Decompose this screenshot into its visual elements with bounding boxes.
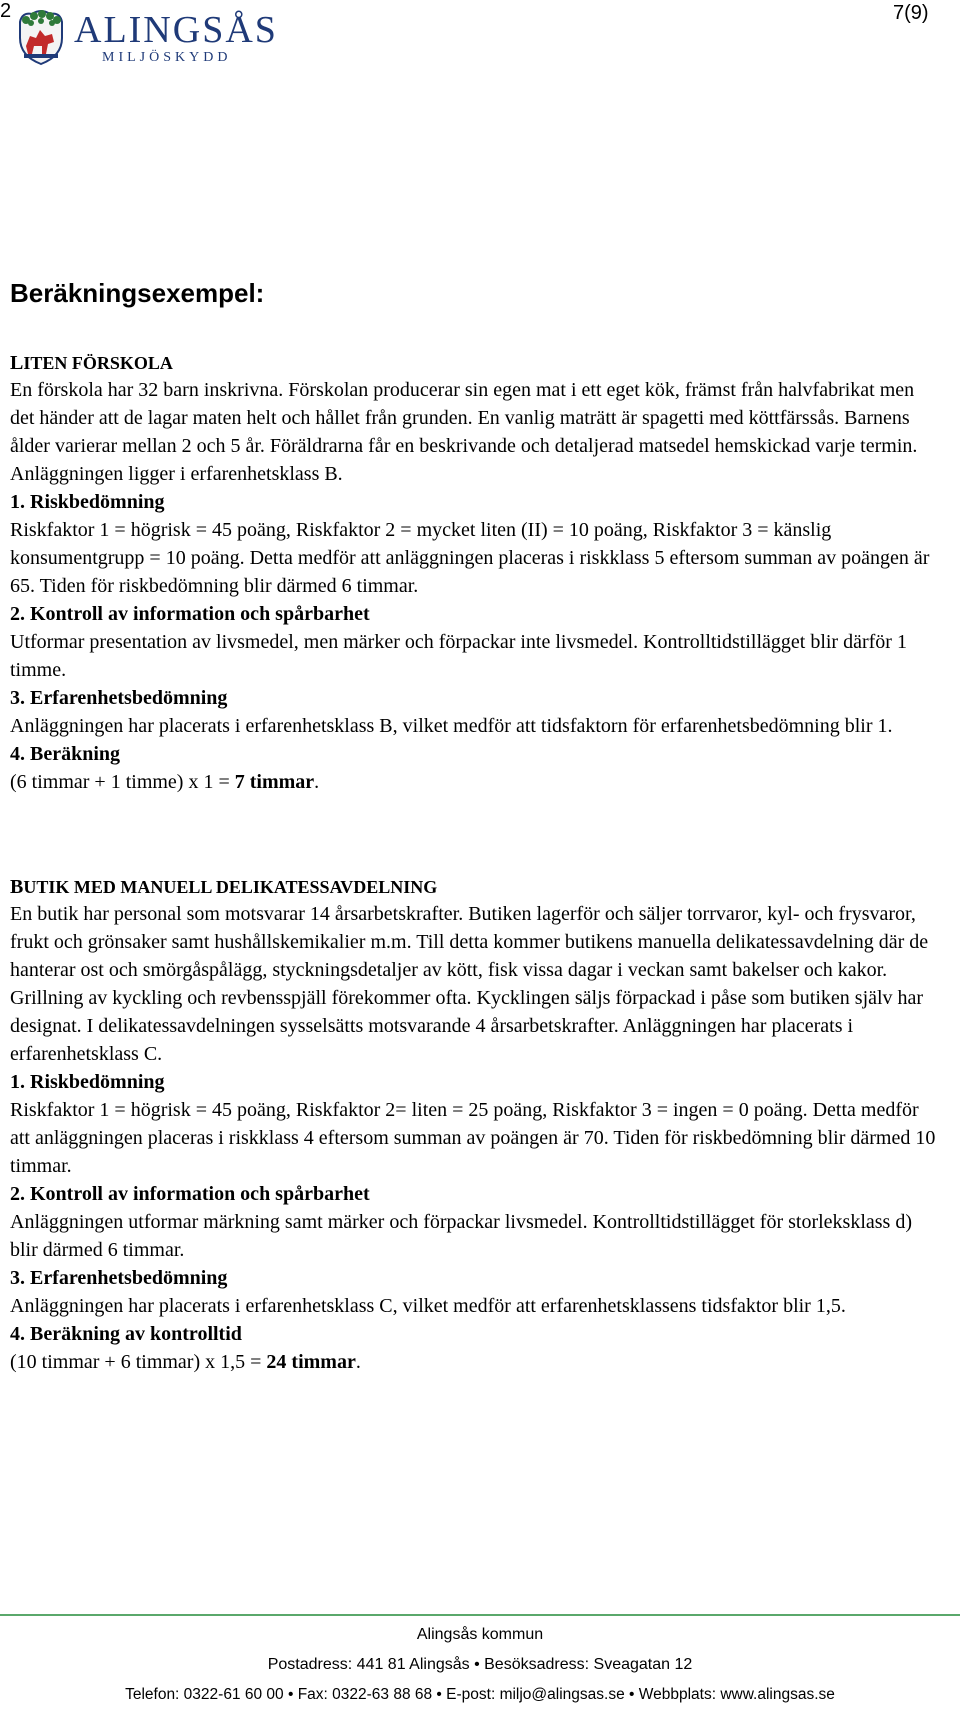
section-title-forskola: LITEN FÖRSKOLA [10, 352, 173, 374]
coat-of-arms-icon [12, 8, 70, 66]
corner-mark: 2 [0, 0, 12, 22]
footer-divider [0, 1614, 960, 1616]
page-header [0, 0, 960, 80]
alingsas-logo [12, 8, 278, 68]
step-text: Anläggningen utformar märkning samt märker och förpackar livsmedel. Kontrolltidstillägget för storleksklass d) blir därmed 6 timmar. [10, 1211, 912, 1261]
section-intro: En förskola har 32 barn inskrivna. Förskolan producerar sin egen mat i ett eget kök, främst från halvfabrikat men det händer att de lagar maten helt och hållet från grunden. En vanlig maträtt är spagetti med köttfärssås. Barnens ålder varierar mellan 2 och 5 år. Föräldrarna får en beskrivande och detaljerad matsedel hemskickad varje termin. Anläggningen ligger i erfarenhetsklass B. [10, 379, 918, 485]
step-text: Utformar presentation av livsmedel, men märker och förpackar inte livsmedel. Kontrolltidstillägget blir därför 1 timme. [10, 631, 907, 681]
document-body [10, 276, 940, 1376]
calculation-line: (6 timmar + 1 timme) x 1 = 7 timmar. [10, 771, 320, 793]
page-heading: Beräkningsexempel: [10, 278, 265, 308]
page-number: 7(9) [893, 2, 929, 24]
calculation-result: 24 timmar [266, 1351, 356, 1373]
logo-subtitle: MILJÖSKYDD [102, 50, 232, 65]
step-text: Anläggningen har placerats i erfarenhetsklass C, vilket medför att erfarenhetsklassens tidsfaktor blir 1,5. [10, 1295, 846, 1317]
step-title: 3. Erfarenhetsbedömning [10, 1267, 228, 1289]
calculation-result: 7 timmar [234, 771, 315, 793]
page-footer [0, 1620, 960, 1710]
step-text: Riskfaktor 1 = högrisk = 45 poäng, Riskfaktor 2 = mycket liten (II) = 10 poäng, Riskfaktor 3 = känslig konsumentgrupp = 10 poäng. Detta medför att anläggningen placeras i riskklass 5 eftersom summan av poängen är 65. Tiden för riskbedömning blir därmed 6 timmar. [10, 519, 930, 597]
logo-name: ALINGSÅS [74, 9, 278, 51]
section-spacer [10, 796, 940, 874]
footer-address: Postadress: 441 81 Alingsås • Besöksadress: Sveagatan 12 [267, 1656, 693, 1673]
step-title: 2. Kontroll av information och spårbarhet [10, 603, 370, 625]
step-title: 4. Beräkning [10, 743, 121, 765]
footer-contact: Telefon: 0322-61 60 00 • Fax: 0322-63 88 68 • E-post: miljo@alingsas.se • Webbplats: www.alingsas.se [125, 1686, 835, 1703]
section-intro: En butik har personal som motsvarar 14 årsarbetskrafter. Butiken lagerför och säljer torrvaror, kyl- och frysvaror, frukt och grönsaker samt hushållskemikalier m.m. Till detta kommer butikens manuella delikatessavdelning där de hanterar ost och smörgåspålägg, styckningsdetaljer av kött, fisk vissa dagar i veckan samt bakelser och kakor. Grillning av kyckling och revbensspjäll förekommer ofta. Kycklingen säljs förpackad i påse som butiken själv har designat. I delikatessavdelningen sysselsätts motsvarande 4 årsarbetskrafter. Anläggningen har placerats i erfarenhetsklass C. [10, 903, 929, 1065]
calculation-line: (10 timmar + 6 timmar) x 1,5 = 24 timmar. [10, 1351, 361, 1373]
step-title: 1. Riskbedömning [10, 491, 165, 513]
step-text: Riskfaktor 1 = högrisk = 45 poäng, Riskfaktor 2= liten = 25 poäng, Riskfaktor 3 = ingen = 0 poäng. Detta medför att anläggningen placeras i riskklass 4 eftersom summan av poängen är 70. Tiden för riskbedömning blir därmed 10 timmar. [10, 1099, 936, 1177]
section-title-butik: BUTIK MED MANUELL DELIKATESSAVDELNING [10, 876, 438, 898]
step-text: Anläggningen har placerats i erfarenhetsklass B, vilket medför att tidsfaktorn för erfarenhetsbedömning blir 1. [10, 715, 893, 737]
step-title: 2. Kontroll av information och spårbarhet [10, 1183, 370, 1205]
step-title: 1. Riskbedömning [10, 1071, 165, 1093]
step-title: 4. Beräkning av kontrolltid [10, 1323, 242, 1345]
step-title: 3. Erfarenhetsbedömning [10, 687, 228, 709]
footer-org: Alingsås kommun [416, 1626, 544, 1643]
